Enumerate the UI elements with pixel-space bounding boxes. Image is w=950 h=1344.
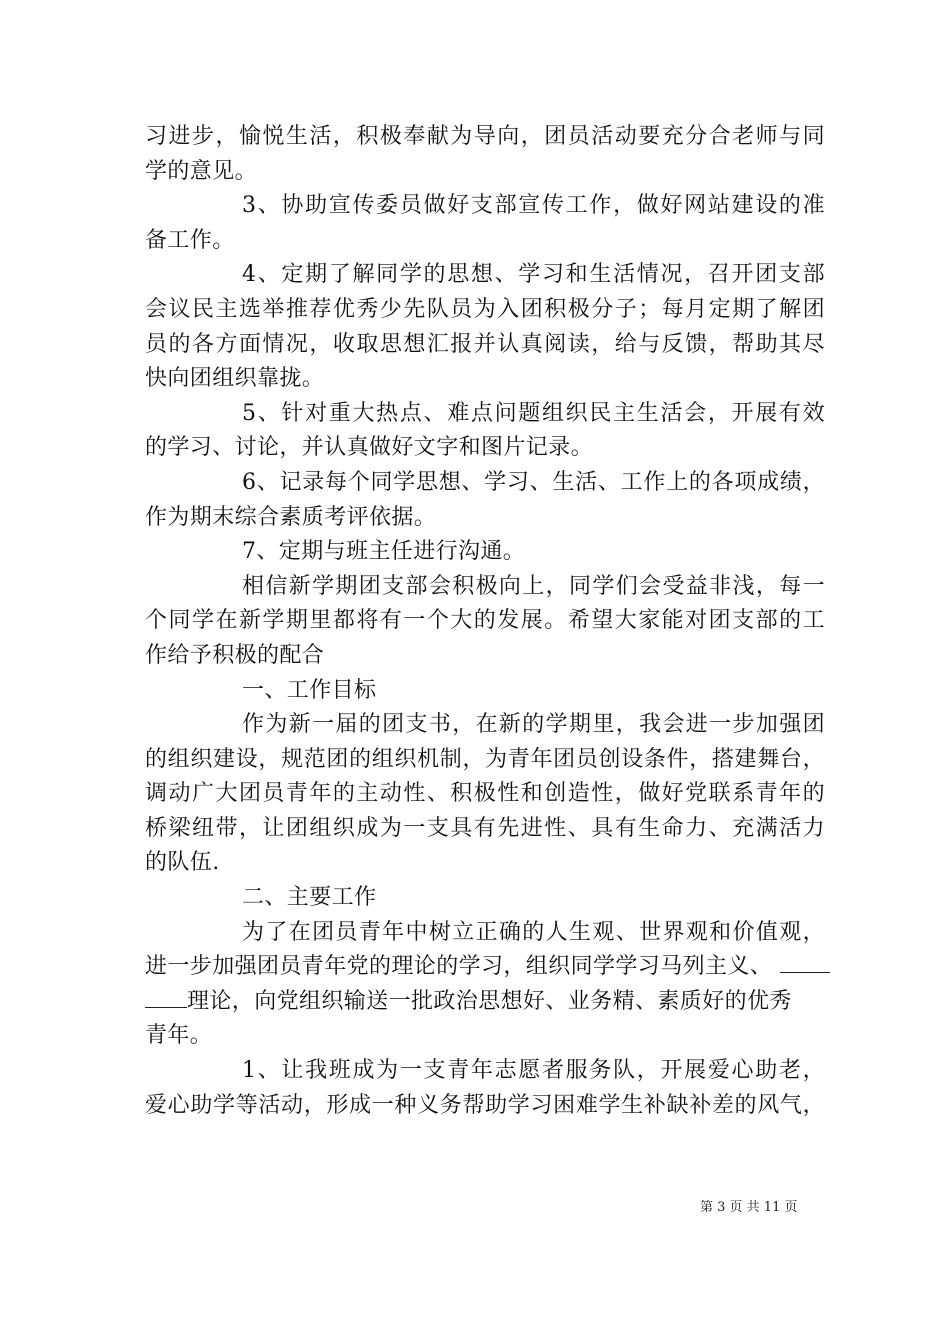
text-line: 学的意见。 [145,158,258,184]
text-line: 的队伍. [145,850,220,876]
text-line: 个同学在新学期里都将有一个大的发展。希望大家能对团支部的工 [145,608,825,634]
text-line: 习进步，愉悦生活，积极奉献为导向，团员活动要充分合老师与同 [145,124,825,149]
text-line: 的学习、讨论，并认真做好文字和图片记录。 [145,435,594,461]
paragraph-start: 3、协助宣传委员做好支部宣传工作，做好网站建设的准 [242,193,825,219]
text-line: 调动广大团员青年的主动性、积极性和创造性，做好党联系青年的 [145,781,825,807]
text-line: 桥梁纽带，让团组织成为一支具有先进性、具有生命力、充满活力 [145,815,825,841]
text-line: 会议民主选举推荐优秀少先队员为入团积极分子；每月定期了解团 [145,296,825,322]
text-line: 理论，向党组织输送一批政治思想好、业务精、素质好的优秀 [187,988,792,1014]
section-heading: 一、工作目标 [242,677,377,703]
paragraph-start: 为了在团员青年中树立正确的人生观、世界观和价值观， [242,919,825,945]
page-number-footer: 第 3 页 共 11 页 [700,1200,798,1215]
text-line: 备工作。 [145,227,235,253]
paragraph-start: 1、让我班成为一支青年志愿者服务队，开展爱心助老， [242,1058,825,1084]
text-line: 爱心助学等活动，形成一种义务帮助学习困难学生补缺补差的风气， [145,1092,825,1118]
text-line: 进一步加强团员青年党的理论的学习，组织同学学习马列主义、 [145,954,773,980]
section-heading: 二、主要工作 [242,885,377,911]
fill-in-blank [145,985,187,1008]
text-line: 青年。 [145,1023,213,1049]
text-line: 的组织建设，规范团的组织机制，为青年团员创设条件，搭建舞台， [145,746,825,772]
text-line: 快向团组织靠拢。 [145,366,325,392]
paragraph-start: 6、记录每个同学思想、学习、生活、工作上的各项成绩， [242,469,825,495]
text-line: 员的各方面情况，收取思想汇报并认真阅读，给与反馈，帮助其尽 [145,331,825,357]
text-line-with-blank [145,985,825,1020]
paragraph-start: 7、定期与班主任进行沟通。 [242,539,526,565]
paragraph-start: 作为新一届的团支书，在新的学期里，我会进一步加强团 [242,712,825,738]
paragraph-start: 5、针对重大热点、难点问题组织民主生活会，开展有效 [242,400,825,426]
paragraph-start: 4、定期了解同学的思想、学习和生活情况，召开团支部 [242,262,825,288]
text-line: 作为期末综合素质考评依据。 [145,504,437,530]
paragraph-start: 相信新学期团支部会积极向上，同学们会受益非浅，每一 [242,573,825,599]
text-line: 作给予积极的配合 [145,642,325,668]
fill-in-blank [780,950,830,973]
text-line-with-blank [145,950,825,985]
document-body [145,120,825,1123]
